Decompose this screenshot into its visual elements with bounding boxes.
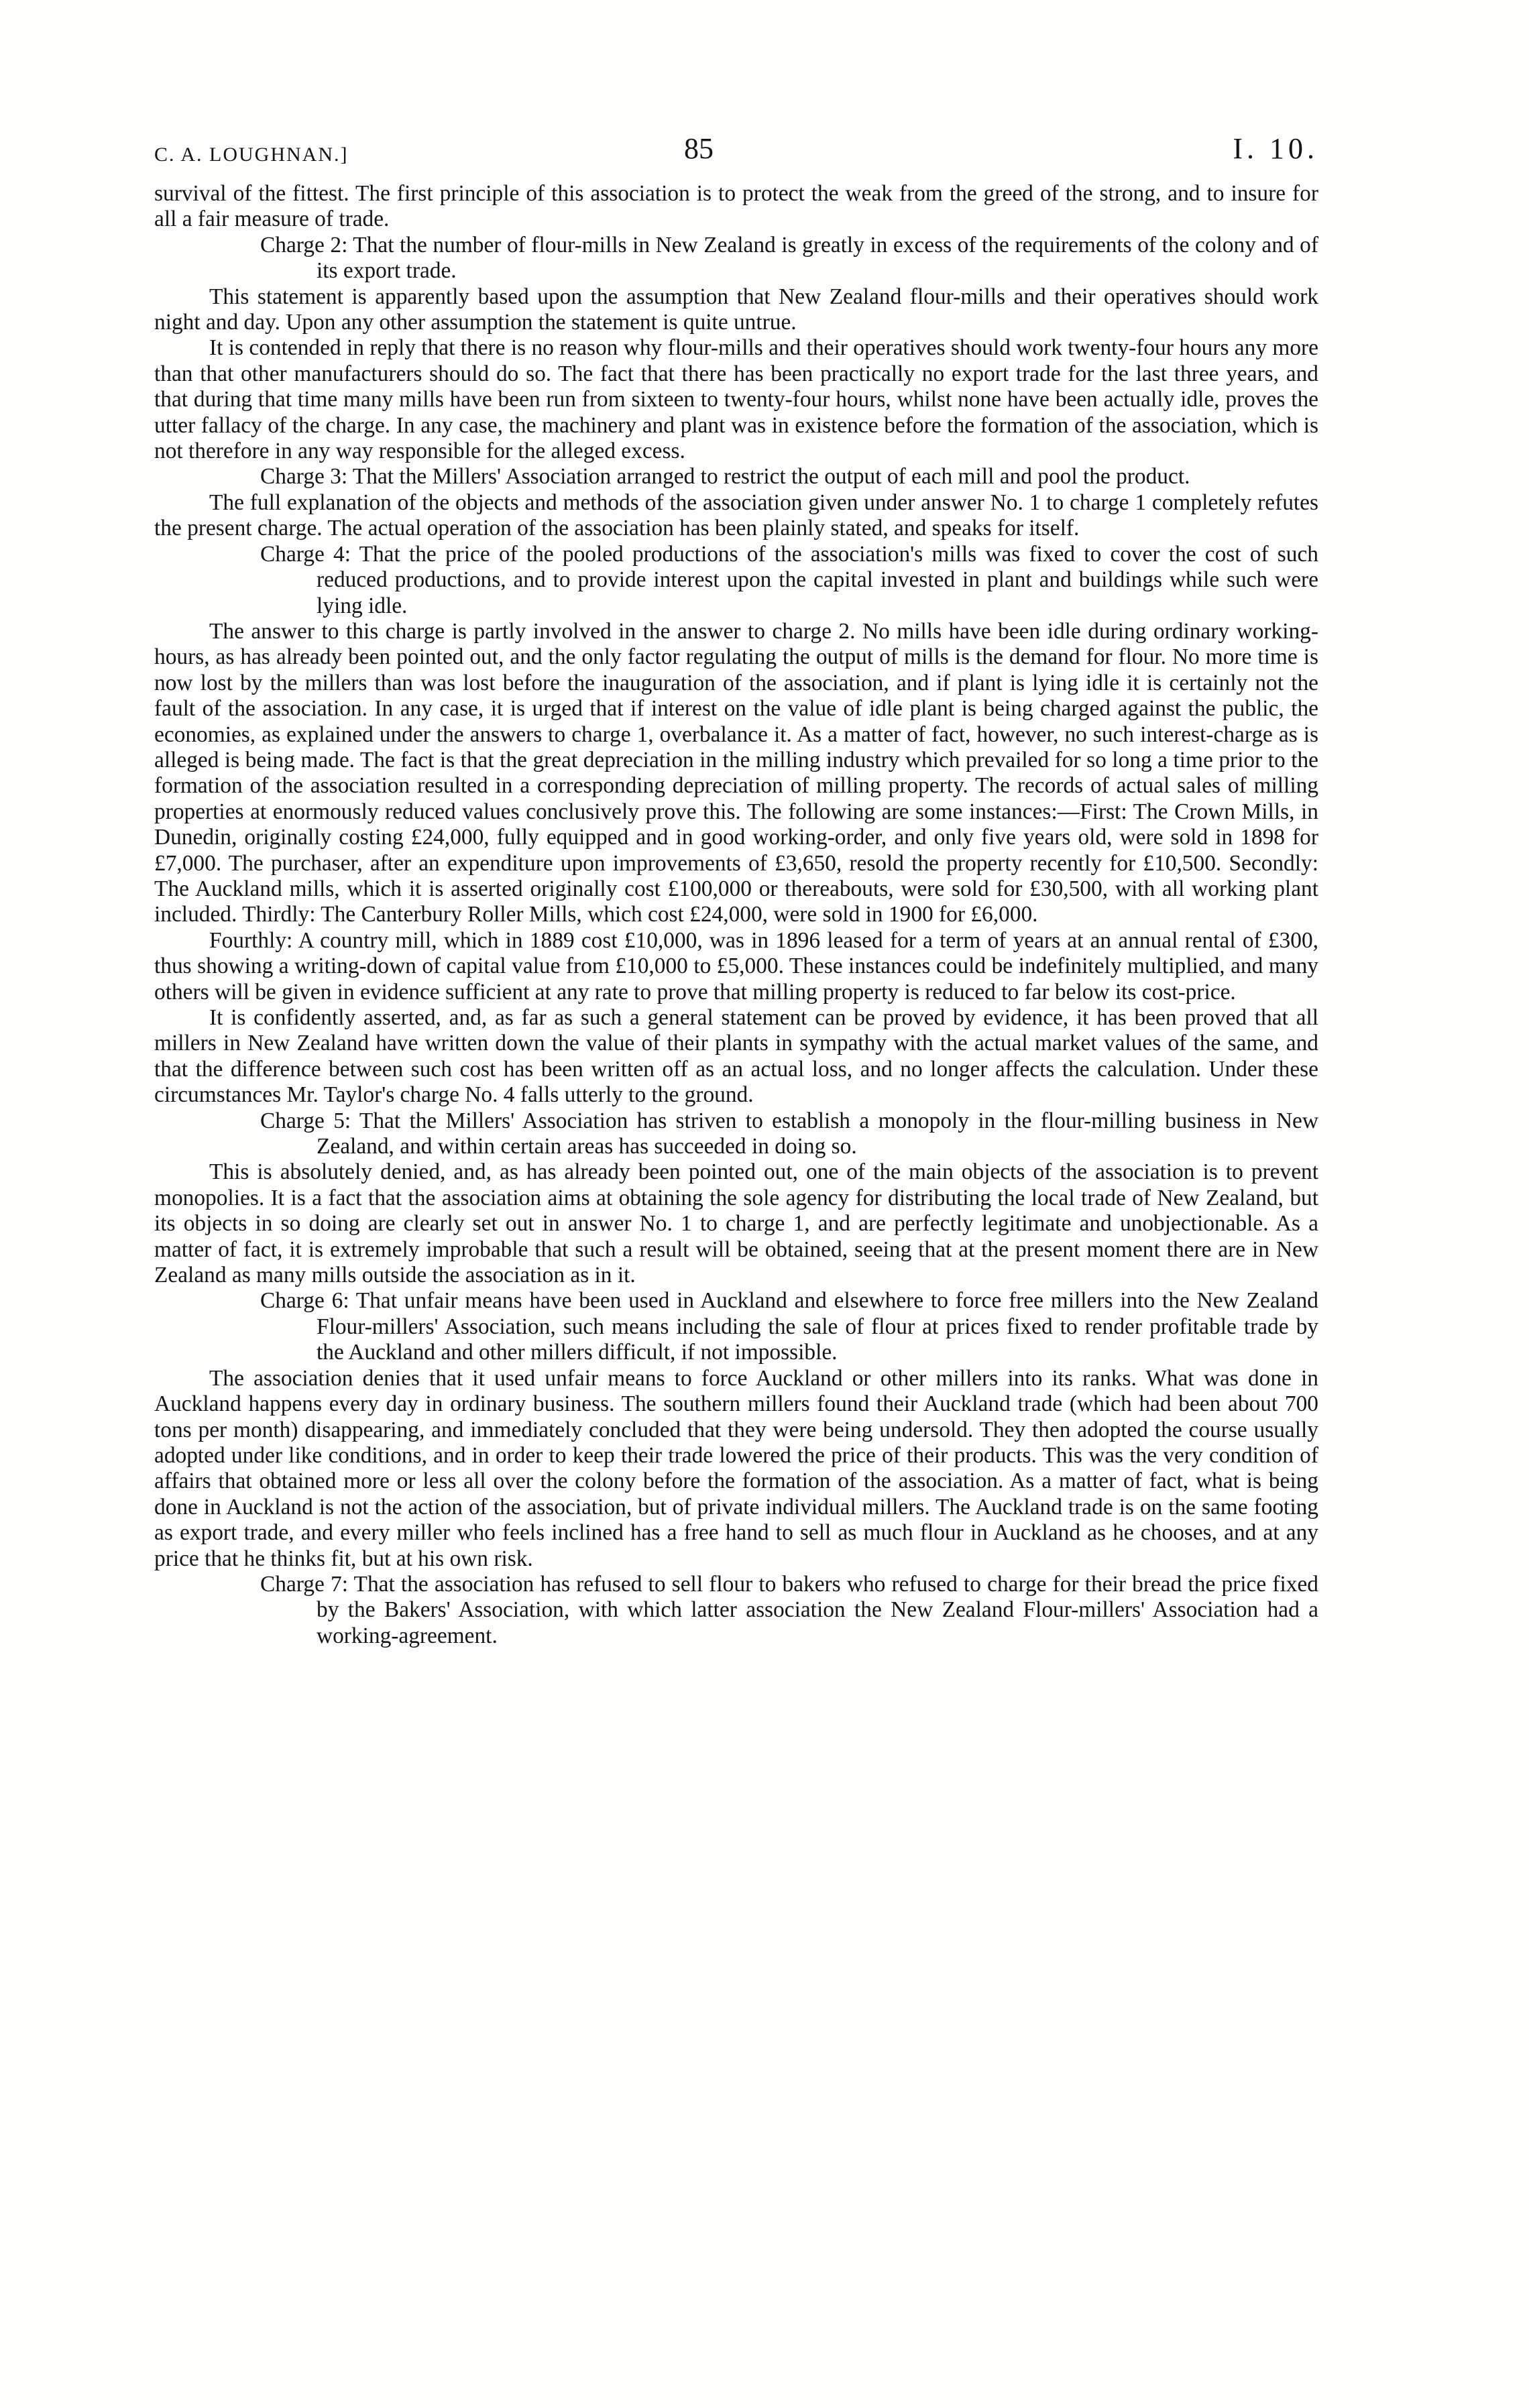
paragraph-5: The answer to this charge is partly involved in the answer to charge 2. No mills have been idle during ordinary working-hours, as has already been pointed out, and the only factor regulating the output of mills is the demand for flour. No more time is now lost by the millers than was lost before the inauguration of the association, and if plant is lying idle it is certainly not the fault of the association. In any case, it is urged that if interest on the value of idle plant is being charged against the public, the economies, as explained under the answers to charge 1, overbalance it. As a matter of fact, however, no such interest-charge as is alleged is being made. The fact is that the great depreciation in the milling industry which prevailed for so long a time prior to the formation of the association resulted in a corresponding depreciation of milling property. The records of actual sales of milling properties at enormously reduced values conclusively prove this. The following are some instances:—First: The Crown Mills, in Dunedin, originally costing £24,000, fully equipped and in good working-order, and only five years old, were sold in 1898 for £7,000. The purchaser, after an expenditure upon improvements of £3,650, resold the property recently for £10,500. Secondly: The Auckland mills, which it is asserted originally cost £100,000 or thereabouts, were sold for £30,500, with all working plant included. Thirdly: The Canterbury Roller Mills, which cost £24,000, were sold in 1900 for £6,000. (154, 618, 1318, 927)
author-header: C. A. LOUGHNAN.] (154, 144, 349, 166)
paragraph-7: It is confidently asserted, and, as far as such a general statement can be proved by evidence, it has been proved that all millers in New Zealand have written down the value of their plants in sympathy with the actual market values of the same, and that the difference between such cost has been written off as an actual loss, and no longer affects the calculation. Under these circumstances Mr. Taylor's charge No. 4 falls utterly to the ground. (154, 1005, 1318, 1108)
paragraph-1: survival of the fittest. The first principle of this association is to protect the weak from the greed of the strong, and to insure for all a fair measure of trade. (154, 181, 1318, 232)
page-header (154, 127, 1318, 181)
paragraph-2: This statement is apparently based upon the assumption that New Zealand flour-mills and their operatives should work night and day. Upon any other assumption the statement is quite untrue. (154, 284, 1318, 335)
charge-4: Charge 4: That the price of the pooled productions of the association's mills was fixed to cover the cost of such reduced productions, and to provide interest upon the capital invested in plant and buildings while such were lying idle. (260, 541, 1318, 618)
charge-5: Charge 5: That the Millers' Association has striven to establish a monopoly in the flour-milling business in New Zealand, and within certain areas has succeeded in doing so. (260, 1108, 1318, 1159)
paragraph-8: This is absolutely denied, and, as has already been pointed out, one of the main objects of the association is to prevent monopolies. It is a fact that the association aims at obtaining the sole agency for distributing the local trade of New Zealand, but its objects in so doing are clearly set out in answer No. 1 to charge 1, and are perfectly legitimate and unobjectionable. As a matter of fact, it is extremely improbable that such a result will be obtained, seeing that at the present moment there are in New Zealand as many mills outside the association as in it. (154, 1159, 1318, 1288)
document-reference: I. 10. (1233, 132, 1318, 165)
paragraph-4: The full explanation of the objects and methods of the association given under answer No. 1 to charge 1 completely refutes the present charge. The actual operation of the association has been plainly stated, and speaks for itself. (154, 490, 1318, 541)
charge-2: Charge 2: That the number of flour-mills in New Zealand is greatly in excess of the requirements of the colony and of its export trade. (260, 232, 1318, 284)
charge-7: Charge 7: That the association has refused to sell flour to bakers who refused to charge for their bread the price fixed by the Bakers' Association, with which latter association the New Zealand Flour-millers' Association had a working-agreement. (260, 1571, 1318, 1648)
paragraph-9: The association denies that it used unfair means to force Auckland or other millers into its ranks. What was done in Auckland happens every day in ordinary business. The southern millers found their Auckland trade (which had been about 700 tons per month) disappearing, and immediately concluded that they were being undersold. They then adopted the course usually adopted under like conditions, and in order to keep their trade lowered the price of their products. This was the very condition of affairs that obtained more or less all over the colony before the formation of the association. As a matter of fact, what is being done in Auckland is not the action of the association, but of private individual millers. The Auckland trade is on the same footing as export trade, and every miller who feels inclined has a free hand to sell as much flour in Auckland as he chooses, and at any price that he thinks fit, but at his own risk. (154, 1365, 1318, 1571)
paragraph-3: It is contended in reply that there is no reason why flour-mills and their operatives should work twenty-four hours any more than that other manufacturers should do so. The fact that there has been practically no export trade for the last three years, and that during that time many mills have been run from sixteen to twenty-four hours, whilst none have been actually idle, proves the utter fallacy of the charge. In any case, the machinery and plant was in existence before the formation of the association, which is not therefore in any way responsible for the alleged excess. (154, 335, 1318, 464)
charge-6: Charge 6: That unfair means have been used in Auckland and elsewhere to force free millers into the New Zealand Flour-millers' Association, such means including the sale of flour at prices fixed to render profitable trade by the Auckland and other millers difficult, if not impossible. (260, 1288, 1318, 1365)
paragraph-6: Fourthly: A country mill, which in 1889 cost £10,000, was in 1896 leased for a term of years at an annual rental of £300, thus showing a writing-down of capital value from £10,000 to £5,000. These instances could be indefinitely multiplied, and many others will be given in evidence sufficient at any rate to prove that milling property is reduced to far below its cost-price. (154, 927, 1318, 1005)
charge-3: Charge 3: That the Millers' Association arranged to restrict the output of each mill and pool the product. (260, 464, 1190, 490)
document-page (154, 127, 1318, 1649)
page-number: 85 (684, 132, 714, 165)
document-body (154, 181, 1318, 1649)
